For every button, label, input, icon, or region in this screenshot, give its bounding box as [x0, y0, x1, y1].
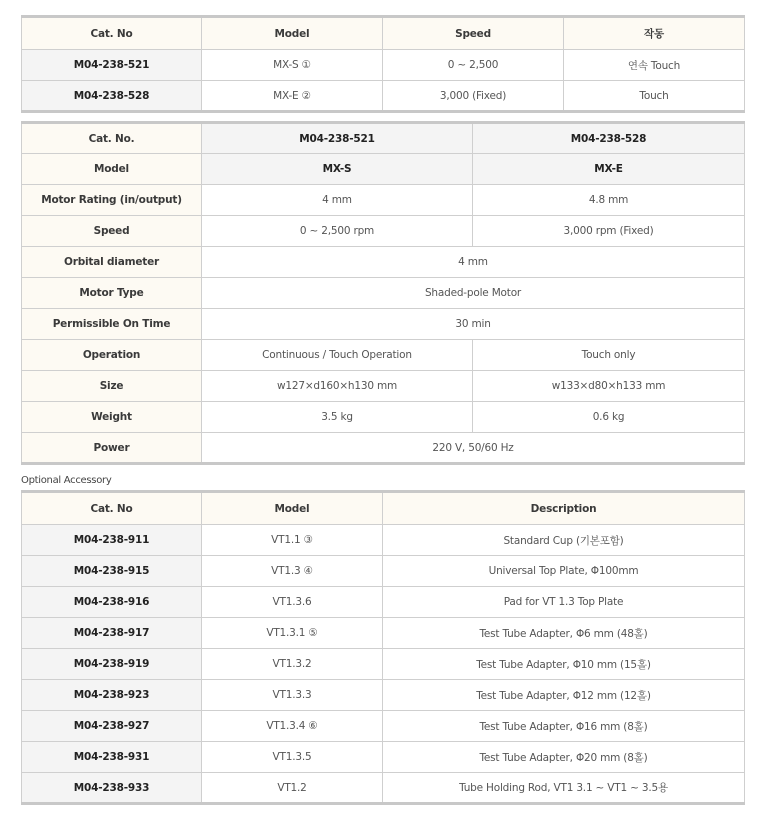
- spec-value-mxs: w127×d160×h130 mm: [202, 371, 473, 402]
- spec-row-weight: [22, 402, 745, 433]
- cat-no-cell: M04-238-931: [22, 742, 202, 773]
- cat-no-cell: M04-238-915: [22, 556, 202, 587]
- table-row: [22, 742, 745, 773]
- table-row: [22, 50, 745, 81]
- model-cell: VT1.3.1 ⑤: [202, 618, 383, 649]
- header-operation: 작동: [564, 17, 745, 50]
- spec-row-speed: [22, 216, 745, 247]
- table-row: [22, 711, 745, 742]
- summary-header-row: [22, 17, 745, 50]
- spec-value-mxs: 3.5 kg: [202, 402, 473, 433]
- model-cell: MX-S ①: [202, 50, 383, 81]
- optional-accessory-title: Optional Accessory: [21, 475, 112, 486]
- cat-no-cell: M04-238-927: [22, 711, 202, 742]
- description-cell: Test Tube Adapter, Φ20 mm (8홀): [383, 742, 745, 773]
- cat-no-cell: M04-238-923: [22, 680, 202, 711]
- cat-no-cell: M04-238-521: [22, 50, 202, 81]
- spec-label: Speed: [22, 216, 202, 247]
- spec-value-mxe: w133×d80×h133 mm: [473, 371, 745, 402]
- model-cell: VT1.3.3: [202, 680, 383, 711]
- spec-row-size: [22, 371, 745, 402]
- spec-row-model: [22, 154, 745, 185]
- spec-row-cat-no: [22, 123, 745, 154]
- spec-label: Cat. No.: [22, 123, 202, 154]
- spec-value-mxe: Touch only: [473, 340, 745, 371]
- spec-label: Orbital diameter: [22, 247, 202, 278]
- spec-value-mxs: M04-238-521: [202, 123, 473, 154]
- spec-value-mxs: 0 ~ 2,500 rpm: [202, 216, 473, 247]
- model-cell: VT1.2: [202, 773, 383, 804]
- description-cell: Test Tube Adapter, Φ16 mm (8홀): [383, 711, 745, 742]
- accessory-header-row: [22, 492, 745, 525]
- spec-value-mxe: 3,000 rpm (Fixed): [473, 216, 745, 247]
- spec-value-mxs: MX-S: [202, 154, 473, 185]
- table-row: [22, 618, 745, 649]
- table-row: [22, 81, 745, 112]
- model-cell: VT1.3 ④: [202, 556, 383, 587]
- speed-cell: 3,000 (Fixed): [383, 81, 564, 112]
- spec-value-mxe: M04-238-528: [473, 123, 745, 154]
- spec-row-permissible-on-time: [22, 309, 745, 340]
- header-speed: Speed: [383, 17, 564, 50]
- operation-cell: 연속 Touch: [564, 50, 745, 81]
- spec-row-power: [22, 433, 745, 464]
- cat-no-cell: M04-238-528: [22, 81, 202, 112]
- spec-value-mxe: MX-E: [473, 154, 745, 185]
- model-cell: VT1.1 ③: [202, 525, 383, 556]
- spec-label: Motor Rating (in/output): [22, 185, 202, 216]
- description-cell: Pad for VT 1.3 Top Plate: [383, 587, 745, 618]
- spec-row-motor-type: [22, 278, 745, 309]
- spec-value-mxs: 4 mm: [202, 185, 473, 216]
- table-row: [22, 649, 745, 680]
- table-row: [22, 680, 745, 711]
- model-cell: VT1.3.6: [202, 587, 383, 618]
- cat-no-cell: M04-238-933: [22, 773, 202, 804]
- spec-value-mxs: Continuous / Touch Operation: [202, 340, 473, 371]
- cat-no-cell: M04-238-917: [22, 618, 202, 649]
- cat-no-cell: M04-238-919: [22, 649, 202, 680]
- model-cell: VT1.3.2: [202, 649, 383, 680]
- description-cell: Test Tube Adapter, Φ12 mm (12홀): [383, 680, 745, 711]
- spec-value-shared: 220 V, 50/60 Hz: [202, 433, 745, 464]
- spec-value-mxe: 0.6 kg: [473, 402, 745, 433]
- description-cell: Test Tube Adapter, Φ6 mm (48홀): [383, 618, 745, 649]
- header-cat-no: Cat. No: [22, 17, 202, 50]
- description-cell: Standard Cup (기본포함): [383, 525, 745, 556]
- table-row: [22, 525, 745, 556]
- spec-row-orbital-diameter: [22, 247, 745, 278]
- spec-label: Permissible On Time: [22, 309, 202, 340]
- spec-label: Model: [22, 154, 202, 185]
- header-model: Model: [202, 17, 383, 50]
- spec-row-operation: [22, 340, 745, 371]
- spec-value-mxe: 4.8 mm: [473, 185, 745, 216]
- description-cell: Tube Holding Rod, VT1 3.1 ~ VT1 ~ 3.5용: [383, 773, 745, 804]
- header-description: Description: [383, 492, 745, 525]
- table-row: [22, 587, 745, 618]
- spec-label: Operation: [22, 340, 202, 371]
- spec-row-motor-rating: [22, 185, 745, 216]
- table-row: [22, 773, 745, 804]
- specifications-table: [21, 121, 745, 465]
- spec-value-shared: 30 min: [202, 309, 745, 340]
- optional-accessory-table: [21, 490, 745, 805]
- model-cell: VT1.3.4 ⑥: [202, 711, 383, 742]
- description-cell: Test Tube Adapter, Φ10 mm (15홀): [383, 649, 745, 680]
- spec-value-shared: Shaded-pole Motor: [202, 278, 745, 309]
- spec-label: Weight: [22, 402, 202, 433]
- model-summary-table: [21, 15, 745, 113]
- spec-label: Motor Type: [22, 278, 202, 309]
- operation-cell: Touch: [564, 81, 745, 112]
- model-cell: MX-E ②: [202, 81, 383, 112]
- spec-label: Power: [22, 433, 202, 464]
- spec-label: Size: [22, 371, 202, 402]
- speed-cell: 0 ~ 2,500: [383, 50, 564, 81]
- cat-no-cell: M04-238-916: [22, 587, 202, 618]
- header-cat-no: Cat. No: [22, 492, 202, 525]
- model-cell: VT1.3.5: [202, 742, 383, 773]
- table-row: [22, 556, 745, 587]
- spec-value-shared: 4 mm: [202, 247, 745, 278]
- description-cell: Universal Top Plate, Φ100mm: [383, 556, 745, 587]
- cat-no-cell: M04-238-911: [22, 525, 202, 556]
- header-model: Model: [202, 492, 383, 525]
